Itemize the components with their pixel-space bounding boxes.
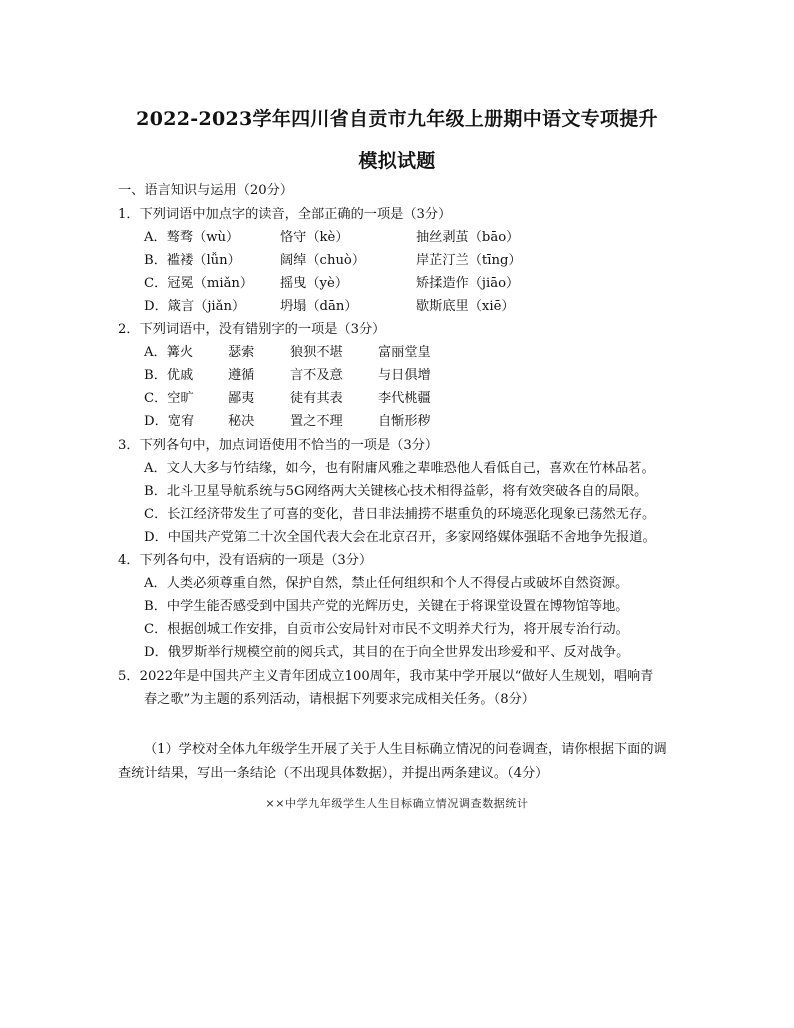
question-3-stem: 3．下列各句中，加点词语使用不恰当的一项是（3分）: [118, 438, 439, 453]
q3-option-b: B．北斗卫星导航系统与5G网络两大关键核心技术相得益彰，将有效突破各自的局限。: [144, 484, 648, 499]
question-5-1-text: （1）学校对全体九年级学生开展了关于人生目标确立情况的问卷调查，请你根据下面的调查统计结果，写出一条结论（不出现具体数据），并提出两条建议。（4分）: [118, 742, 667, 781]
q2-option-d-1: D．宽宥: [144, 414, 195, 429]
question-2-stem: 2．下列词语中，没有错别字的一项是（3分）: [118, 322, 386, 337]
q1-option-c-2: 摇曳（yè）: [280, 276, 349, 291]
q3-option-a: A．文人大多与竹结缘，如今，也有附庸风雅之辈唯恐他人看低自己，喜欢在竹林品茗。: [144, 461, 655, 476]
q4-option-c: C．根据创城工作安排，自贡市公安局针对市民不文明养犬行为，将开展专治行动。: [144, 622, 629, 637]
q2-option-c-2: 鄙夷: [228, 391, 255, 406]
q2-option-c-1: C．空旷: [144, 391, 194, 406]
q1-option-d-2: 坍塌（dān）: [280, 299, 358, 314]
q2-option-d-3: 置之不理: [290, 414, 343, 429]
q2-option-a-2: 瑟索: [228, 345, 255, 360]
q2-option-b-3: 言不及意: [290, 368, 343, 383]
table-caption: ××中学九年级学生人生目标确立情况调查数据统计: [265, 797, 529, 810]
q2-option-c-3: 徒有其表: [290, 391, 343, 406]
q1-option-a-2: 恪守（kè）: [280, 230, 349, 245]
q3-option-c: C．长江经济带发生了可喜的变化，昔日非法捕捞不堪重负的环境恶化现象已荡然无存。: [144, 507, 656, 522]
question-4-stem: 4．下列各句中，没有语病的一项是（3分）: [118, 553, 373, 568]
question-5-stem-line2: 春之歌”为主题的系列活动，请根据下列要求完成相关任务。（8分）: [144, 692, 535, 707]
q2-option-a-4: 富丽堂皇: [378, 345, 431, 360]
q2-option-b-4: 与日俱增: [378, 368, 431, 383]
q1-option-b-3: 岸芷汀兰（tīng）: [416, 253, 522, 268]
q1-option-c-3: 矫揉造作（jiāo）: [416, 276, 520, 291]
q4-option-b: B．中学生能否感受到中国共产党的光辉历史，关键在于将课堂设置在博物馆等地。: [144, 599, 629, 614]
q1-option-d-3: 歇斯底里（xiē）: [416, 299, 515, 314]
q2-option-b-1: B．优戚: [144, 368, 194, 383]
q1-option-d-1: D．箴言（jiǎn）: [144, 299, 246, 314]
section-heading: 一、语言知识与运用（20分）: [118, 183, 294, 198]
q2-option-a-1: A．篝火: [144, 345, 194, 360]
question-5-stem-line1: 5．2022年是中国共产主义青年团成立100周年，我市某中学开展以“做好人生规划，唱响青: [118, 669, 654, 684]
q1-option-b-1: B．褴褛（lǚn）: [144, 253, 241, 268]
question-1-stem: 1．下列词语中加点字的读音，全部正确的一项是（3分）: [118, 207, 452, 222]
q3-option-d: D．中国共产党第二十次全国代表大会在北京召开，多家网络媒体强聒不舍地争先报道。: [144, 530, 656, 545]
q4-option-d: D．俄罗斯举行规模空前的阅兵式，其目的在于向全世界发出珍爱和平、反对战争。: [144, 645, 630, 660]
q2-option-d-4: 自惭形秽: [378, 414, 431, 429]
q2-option-d-2: 秘决: [228, 414, 255, 429]
q1-option-b-2: 阔绰（chuò）: [280, 253, 366, 268]
q2-option-b-2: 遵循: [228, 368, 255, 383]
q1-option-c-1: C．冠冕（miǎn）: [144, 276, 254, 291]
q2-option-a-3: 狼狈不堪: [290, 345, 343, 360]
page-subtitle: 模拟试题: [358, 150, 436, 172]
q1-option-a-3: 抽丝剥茧（bāo）: [416, 230, 520, 245]
page-title: 2022-2023学年四川省自贡市九年级上册期中语文专项提升: [136, 108, 658, 130]
q4-option-a: A．人类必须尊重自然，保护自然，禁止任何组织和个人不得侵占或破坏自然资源。: [144, 576, 629, 591]
q1-option-a-1: A．骜骛（wù）: [144, 230, 240, 245]
q2-option-c-4: 李代桃疆: [378, 391, 431, 406]
